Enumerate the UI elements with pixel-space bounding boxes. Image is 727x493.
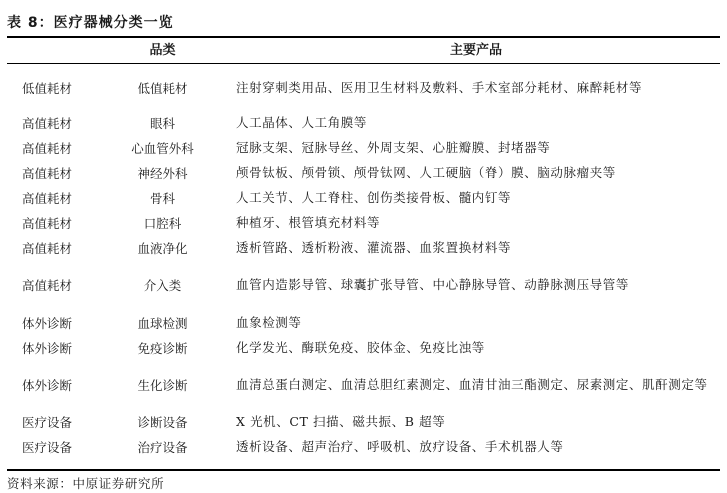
header-category: 品类 xyxy=(149,43,176,58)
table-row xyxy=(7,111,720,135)
category-cell: 介入类 xyxy=(143,278,182,293)
products-cell: 颅骨钛板、颅骨锁、颅骨钛网、人工硬脑（脊）膜、脑动脉瘤夹等 xyxy=(236,164,616,180)
products-cell: 血管内造影导管、球囊扩张导管、中心静脉导管、动静脉测压导管等 xyxy=(236,277,630,292)
table-row xyxy=(7,135,720,160)
type-cell: 高值耗材 xyxy=(22,116,73,131)
category-cell: 免疫诊断 xyxy=(137,340,188,356)
bottom-rule xyxy=(7,469,720,471)
products-cell: 人工晶体、人工角膜等 xyxy=(236,115,368,130)
type-cell: 高值耗材 xyxy=(22,240,73,256)
type-cell: 医疗设备 xyxy=(22,439,73,455)
table-body xyxy=(7,65,720,459)
type-cell: 体外诊断 xyxy=(22,377,73,393)
category-cell: 血液净化 xyxy=(137,240,188,256)
header-rule xyxy=(7,63,720,64)
type-cell: 高值耗材 xyxy=(22,165,73,181)
category-cell: 口腔科 xyxy=(143,215,182,231)
category-cell: 眼科 xyxy=(149,116,175,131)
header-products: 主要产品 xyxy=(449,43,502,58)
category-cell: 骨科 xyxy=(149,190,175,206)
category-cell: 低值耗材 xyxy=(137,81,188,96)
category-cell: 诊断设备 xyxy=(137,414,188,430)
type-cell: 医疗设备 xyxy=(22,414,73,430)
products-cell: X 光机、CT 扫描、磁共振、B 超等 xyxy=(236,413,446,429)
products-cell: 透析设备、超声治疗、呼吸机、放疗设备、手术机器人等 xyxy=(236,438,564,454)
table-row xyxy=(7,335,720,360)
category-cell: 治疗设备 xyxy=(137,439,188,455)
category-cell: 心血管外科 xyxy=(131,140,194,156)
table-row xyxy=(7,235,720,260)
products-cell: 血象检测等 xyxy=(236,314,302,330)
table-row xyxy=(7,409,720,434)
type-cell: 高值耗材 xyxy=(22,215,73,231)
table-row xyxy=(7,310,720,335)
type-cell: 高值耗材 xyxy=(22,190,73,206)
products-cell: 血清总蛋白测定、血清总胆红素测定、血清甘油三酯测定、尿素测定、肌酐测定等 xyxy=(236,376,708,392)
products-cell: 化学发光、酶联免疫、胶体金、免疫比浊等 xyxy=(236,339,485,355)
products-cell: 冠脉支架、冠脉导丝、外周支架、心脏瓣膜、封堵器等 xyxy=(236,139,551,155)
products-cell: 种植牙、根管填充材料等 xyxy=(236,214,381,230)
products-cell: 注射穿刺类用品、医用卫生材料及敷料、手术室部分耗材、麻醉耗材等 xyxy=(236,80,643,95)
table-row xyxy=(7,185,720,210)
category-cell: 生化诊断 xyxy=(137,377,188,393)
type-cell: 体外诊断 xyxy=(22,340,73,356)
products-cell: 透析管路、透析粉液、灌流器、血浆置换材料等 xyxy=(236,239,512,255)
type-cell: 体外诊断 xyxy=(22,315,73,331)
type-cell: 高值耗材 xyxy=(22,140,73,156)
table-row xyxy=(7,260,720,310)
table-row xyxy=(7,210,720,235)
type-cell: 低值耗材 xyxy=(22,81,73,96)
category-cell: 神经外科 xyxy=(137,165,188,181)
table-row xyxy=(7,360,720,409)
type-cell: 高值耗材 xyxy=(22,278,73,293)
category-cell: 血球检测 xyxy=(137,315,188,331)
table-row xyxy=(7,160,720,185)
table-row xyxy=(7,65,720,111)
table-title: 表 8：医疗器械分类一览 xyxy=(7,15,174,31)
source-note: 资料来源：中原证券研究所 xyxy=(7,476,165,491)
table-row xyxy=(7,434,720,459)
products-cell: 人工关节、人工脊柱、创伤类接骨板、髓内钉等 xyxy=(236,189,512,205)
